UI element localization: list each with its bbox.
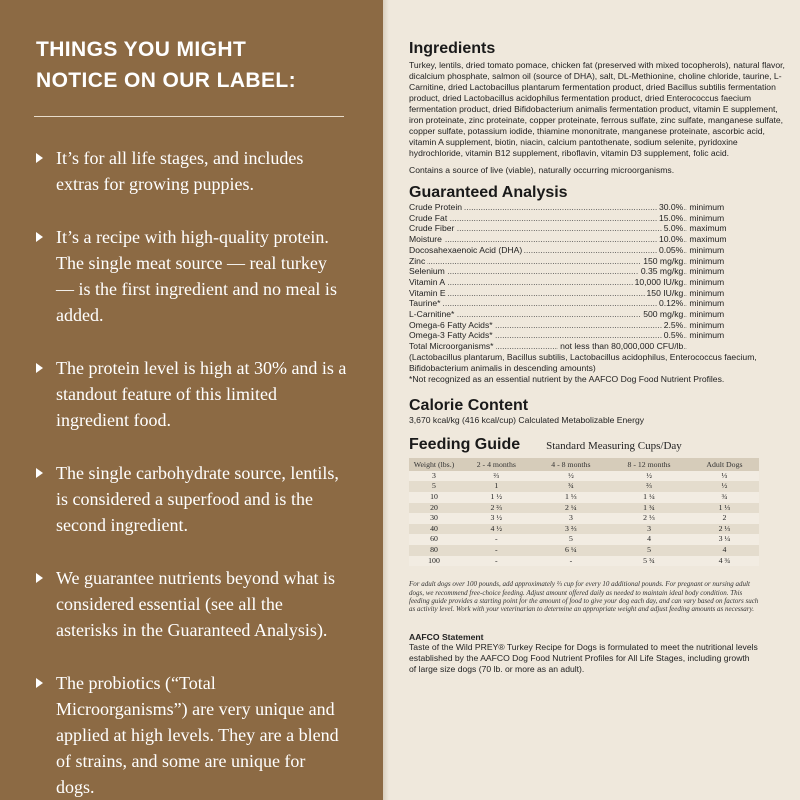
notice-item (36, 670, 347, 800)
feeding-cell: 3 ⅔ (534, 524, 609, 535)
feeding-cell: - (459, 556, 534, 567)
notice-text: We guarantee nutrients beyond what is considered essential (see all the asterisks in the Guaranteed Analysis). (56, 568, 335, 640)
feeding-header (409, 436, 759, 454)
feeding-row (409, 556, 759, 567)
feeding-cell: 2 ¼ (534, 503, 609, 514)
feeding-note: For adult dogs over 100 pounds, add approximately ⅓ cup for every 10 additional pounds. For pregnant or nursing adult dogs, we recommend free-choice feeding. Adjust amount offered daily as needed to maintain ideal body condition. This feeding guide provides a starting point for the amount of food to give your dog each day, and can vary based on factors such as activity level. Work with your veterinarian to determine an appropriate weight and adjust feeding amounts as necessary. (409, 580, 759, 614)
feeding-cell: 40 (409, 524, 459, 535)
ga-label-cell (409, 202, 687, 213)
feeding-cell: 60 (409, 534, 459, 545)
feeding-cell: 4 ½ (459, 524, 534, 535)
notice-heading (36, 34, 347, 96)
feeding-cell: ½ (534, 471, 609, 482)
ga-qualifier: minimum (689, 298, 725, 309)
feeding-cell: 4 (690, 545, 759, 556)
ga-qualifier: minimum (689, 276, 725, 287)
ga-value: 150 mg/kg (643, 255, 684, 266)
feeding-cell: 3 ½ (459, 513, 534, 524)
ga-qualifier: minimum (689, 309, 725, 320)
ga-label-cell (409, 223, 687, 234)
ga-row (409, 298, 759, 309)
ga-row (409, 245, 759, 256)
ga-value: 5.0% (663, 223, 684, 234)
ga-value: 150 IU/kg (646, 287, 684, 298)
notice-text: The protein level is high at 30% and is a standout feature of this limited ingredient food. (56, 358, 347, 430)
ga-row (409, 202, 759, 213)
feeding-header-cell: 4 - 8 months (534, 458, 609, 471)
feeding-row (409, 524, 759, 535)
ingredients-title: Ingredients (409, 40, 496, 57)
notice-text: It’s for all life stages, and includes extras for growing puppies. (56, 148, 304, 194)
ga-label-cell (409, 330, 687, 341)
ga-label-cell (409, 298, 687, 309)
ga-qualifier: minimum (689, 244, 725, 255)
feeding-cell: ¾ (534, 481, 609, 492)
ga-qualifier: maximum (689, 234, 727, 245)
feeding-cell: 1 ¾ (608, 503, 690, 514)
ga-label-cell (409, 277, 687, 288)
ga-nutrient: Selenium (409, 266, 445, 277)
feeding-cell: 5 (608, 545, 690, 556)
feeding-cell: - (534, 556, 609, 567)
ga-label-cell (409, 234, 687, 245)
ga-label-cell (409, 309, 687, 320)
ga-value: 2.5% (663, 319, 684, 330)
feeding-row (409, 471, 759, 482)
feeding-cell: ½ (690, 481, 759, 492)
feeding-header-cell: 8 - 12 months (608, 458, 690, 471)
feeding-cell: 3 ¼ (690, 534, 759, 545)
feeding-header-cell: Adult Dogs (690, 458, 759, 471)
feeding-row (409, 481, 759, 492)
feeding-cell: 2 ⅓ (608, 513, 690, 524)
notice-heading-line1: THINGS YOU MIGHT (36, 38, 247, 61)
feeding-cell: - (459, 534, 534, 545)
notice-item (36, 460, 347, 538)
notice-item (36, 224, 347, 328)
ga-row (409, 309, 759, 320)
heading-divider (34, 116, 344, 117)
ga-label-cell (409, 213, 687, 224)
ga-row (409, 341, 759, 352)
feeding-cell: 2 (690, 513, 759, 524)
feeding-cell: 30 (409, 513, 459, 524)
feeding-cell: 3 (608, 524, 690, 535)
ga-value: not less than 80,000,000 CFU/lb (560, 341, 684, 352)
bullet-arrow-icon (36, 468, 43, 478)
feeding-cell: 100 (409, 556, 459, 567)
ga-qualifier: maximum (689, 223, 727, 234)
ga-label-cell (409, 288, 687, 299)
feeding-cell: - (459, 545, 534, 556)
feeding-row (409, 534, 759, 545)
ga-nutrient: Crude Protein (409, 202, 463, 212)
notice-item (36, 145, 347, 197)
feeding-cell: 1 (459, 481, 534, 492)
notice-item (36, 565, 347, 643)
bullet-arrow-icon (36, 678, 43, 688)
feeding-row (409, 492, 759, 503)
ga-row (409, 234, 759, 245)
bullet-arrow-icon (36, 573, 43, 583)
ga-row (409, 213, 759, 224)
feeding-cell: ¾ (690, 492, 759, 503)
feeding-cell: 3 (534, 513, 609, 524)
ga-row (409, 288, 759, 299)
ga-qualifier: minimum (689, 212, 725, 223)
feeding-cell: 4 (608, 534, 690, 545)
ga-nutrient: Vitamin A (409, 276, 446, 287)
ga-row (409, 266, 759, 277)
label-panel (383, 0, 800, 800)
ga-label-cell (409, 256, 687, 267)
ga-qualifier (687, 341, 759, 352)
feeding-cell: 1 ⅓ (534, 492, 609, 503)
notice-text: The probiotics (“Total Microorganisms”) are very unique and applied at high levels. They are a blend of strains, and some are unique for dogs. (56, 673, 339, 797)
ga-qualifier: minimum (689, 330, 725, 341)
feeding-header-cell: 2 - 4 months (459, 458, 534, 471)
feeding-cell: 3 (409, 471, 459, 482)
notice-text: The single carbohydrate source, lentils, is considered a superfood and is the second ingredient. (56, 463, 339, 535)
notice-text: It’s a recipe with high-quality protein. The single meat source — real turkey — is the first ingredient and no meal is added. (56, 227, 337, 325)
feeding-cell: 2 ⅔ (459, 503, 534, 514)
notice-item (36, 355, 347, 433)
notice-panel (0, 0, 383, 800)
ga-value: 0.05% (658, 244, 684, 255)
ingredients-text: Turkey, lentils, dried tomato pomace, chicken fat (preserved with mixed tocopherols), natural flavor, dicalcium phosphate, salmon oil (source of DHA), salt, DL-Methionine, choline chloride, taurine, L-Carnitine, dried Lactobacillus plantarum fermentation product, dried Bacillus subtilis fermentation product, dried Lactobacillus acidophilus fermentation product, dried Enterococcus faecium fermentation product, dried Bifidobacterium animalis fermentation product, vitamin E supplement, iron proteinate, zinc proteinate, copper proteinate, ferrous sulfate, zinc sulfate, manganese sulfate, copper sulfate, potassium iodide, thiamine mononitrate, manganese proteinate, ascorbic acid, vitamin A supplement, biotin, niacin, calcium pantothenate, sodium selenite, pyridoxine hydrochloride, vitamin B12 supplement, riboflavin, vitamin D3 supplement, folic acid. (409, 60, 785, 158)
ga-nutrient: Omega-6 Fatty Acids* (409, 319, 493, 330)
ga-nutrient: Moisture (409, 234, 442, 245)
feeding-cell: ⅔ (459, 471, 534, 482)
feeding-cell: 5 (534, 534, 609, 545)
ga-nutrient: Crude Fat (409, 212, 448, 223)
ga-value: 0.5% (663, 330, 684, 341)
ga-qualifier: minimum (689, 319, 725, 330)
feeding-cell: ⅓ (690, 471, 759, 482)
feeding-cell: 20 (409, 503, 459, 514)
ga-label-cell (409, 341, 687, 352)
feeding-cell: 1 ⅓ (690, 503, 759, 514)
feeding-cell: 4 ¾ (690, 556, 759, 567)
bullet-arrow-icon (36, 363, 43, 373)
ga-nutrient: Total Microorganisms* (409, 341, 494, 352)
ga-row (409, 277, 759, 288)
ga-nutrient: Omega-3 Fatty Acids* (409, 330, 493, 341)
feeding-cell: 5 (409, 481, 459, 492)
aafco-text: Taste of the Wild PREY® Turkey Recipe for Dogs is formulated to meet the nutritional levels established by the AAFCO Dog Food Nutrient Profiles for All Life Stages, including growth of large size dogs (70 lb. or more as an adult). (409, 641, 758, 674)
notice-heading-line2: NOTICE ON OUR LABEL: (36, 69, 296, 92)
feeding-cell: 1 ½ (459, 492, 534, 503)
microorganisms-note: (Lactobacillus plantarum, Bacillus subtilis, Lactobacillus acidophilus, Enterococcus faecium, Bifidobacterium animalis in descending amounts) (409, 351, 757, 373)
aafco-title: AAFCO Statement (409, 631, 484, 642)
feeding-cell: 6 ¼ (534, 545, 609, 556)
ga-nutrient: Docosahexaenoic Acid (DHA) (409, 244, 523, 255)
ga-row (409, 320, 759, 331)
ga-label-cell (409, 245, 687, 256)
ga-qualifier: minimum (689, 287, 725, 298)
ga-nutrient: Vitamin E (409, 287, 446, 298)
feeding-cell: 10 (409, 492, 459, 503)
ga-qualifier: minimum (689, 266, 725, 277)
ga-value: 500 mg/kg (643, 309, 684, 320)
ga-qualifier: minimum (689, 202, 725, 212)
ga-nutrient: L-Carnitine* (409, 309, 455, 320)
feeding-cell: 80 (409, 545, 459, 556)
ga-row (409, 330, 759, 341)
feeding-title: Feeding Guide (409, 435, 521, 453)
feeding-header-cell: Weight (lbs.) (409, 458, 459, 471)
guaranteed-analysis-title: Guaranteed Analysis (409, 184, 568, 201)
ga-qualifier: minimum (689, 255, 725, 266)
ga-label-cell (409, 320, 687, 331)
calorie-text: 3,670 kcal/kg (416 kcal/cup) Calculated Metabolizable Energy (409, 414, 645, 425)
feeding-cell: ½ (608, 471, 690, 482)
feeding-row (409, 513, 759, 524)
ga-nutrient: Crude Fiber (409, 223, 455, 234)
feeding-cell: 2 ⅓ (690, 524, 759, 535)
ga-value: 10.0% (658, 234, 684, 245)
ga-nutrient: Taurine* (409, 298, 441, 309)
ga-label-cell (409, 266, 687, 277)
guaranteed-analysis-table (409, 202, 759, 352)
ga-value: 0.35 mg/kg (640, 266, 684, 277)
ga-footnote: *Not recognized as an essential nutrient by the AAFCO Dog Food Nutrient Profiles. (409, 373, 725, 384)
feeding-cell: 5 ¾ (608, 556, 690, 567)
ga-value: 10,000 IU/kg (634, 276, 684, 287)
feeding-row (409, 503, 759, 514)
bullet-arrow-icon (36, 232, 43, 242)
feeding-cell: 1 ¼ (608, 492, 690, 503)
feeding-row (409, 545, 759, 556)
notice-list (36, 145, 347, 800)
calorie-title: Calorie Content (409, 396, 529, 414)
ga-value: 15.0% (658, 212, 684, 223)
feeding-subtitle: Standard Measuring Cups/Day (546, 439, 682, 452)
feeding-cell: ⅔ (608, 481, 690, 492)
ga-row (409, 256, 759, 267)
ga-value: 30.0% (658, 202, 684, 212)
bullet-arrow-icon (36, 153, 43, 163)
ga-value: 0.12% (658, 298, 684, 309)
ga-nutrient: Zinc (409, 255, 426, 266)
probiotic-note: Contains a source of live (viable), naturally occurring microorganisms. (409, 165, 675, 175)
feeding-table (409, 458, 759, 566)
ga-row (409, 223, 759, 234)
